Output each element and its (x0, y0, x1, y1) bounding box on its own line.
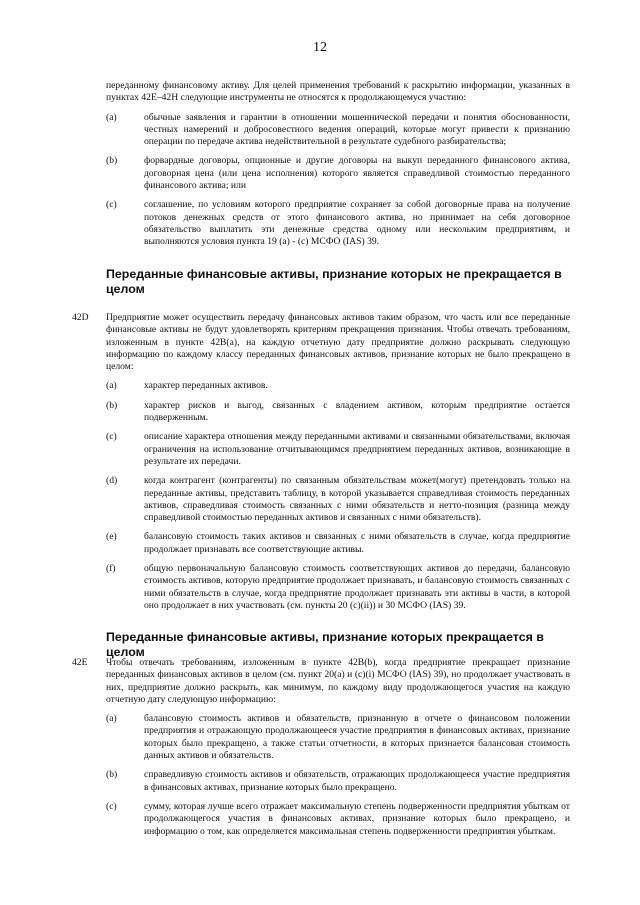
item-label: (a) (106, 111, 117, 123)
intro-paragraph: переданному финансовому активу. Для целей применения требований к раскрытию информации, указанных в пунктах 42E–42H следующие инструменты не относятся к продолжающемуся участию: (106, 80, 570, 104)
section-paragraph: Предприятие может осуществить передачу финансовых активов таким образом, что часть или все переданные финансовые активы не будут удовлетворять критериям прекращения признания. Чтобы отвечать требованиям, изложенным в пункте 42B(a), на каждую отчетную дату предприятие должно раскрывать следующую информацию по каждому классу переданных финансовых активов, признание которых не было прекращено в целом: (106, 312, 570, 373)
item-label: (c) (106, 199, 117, 211)
intro-block (0, 80, 640, 249)
list-item (0, 380, 640, 392)
list-item (0, 112, 640, 149)
item-label: (c) (106, 800, 117, 812)
item-text: описание характера отношения между переданными активами и связанными обязательствами, включая ограничения на использование отчитывающимся предприятием переданных активов, возникающие в результате их передачи. (144, 431, 570, 467)
item-text: форвардные договоры, опционные и другие договоры на выкуп переданного финансового актива, договорная цена (или цена исполнения) которого является справедливой стоимостью переданного финансового актива; или (144, 155, 570, 192)
item-text: характер рисков и выгод, связанных с владением активом, которым предприятие остается подверженным. (144, 399, 570, 424)
section-42e (0, 657, 640, 838)
item-label: (a) (106, 380, 117, 392)
item-label: (d) (106, 475, 118, 487)
item-text: когда контрагент (контрагенты) по связанным обязательствам может(могут) претендовать только на переданные активы, представить таблицу, в которой указывается справедливая стоимость переданных активов, справедливая стоимость связанных с ними обязательств и нетто-позиция (разница между справедливой стоимостью переданных активов и связанных с ними обязательств). (144, 475, 570, 524)
section-heading: Переданные финансовые активы, признание которых прекращается в целом (106, 630, 544, 659)
item-text: сумму, которая лучше всего отражает максимальную степень подверженности предприятия убыткам от продолжающегося участия в финансовых активах, признание которых было прекращено, и информацию о том, как определяется максимальная степень подверженности предприятия убыткам. (144, 800, 570, 837)
section-42d (0, 312, 640, 612)
list-item (0, 713, 640, 762)
item-label: (b) (106, 399, 118, 411)
item-text: характер переданных активов. (144, 380, 268, 392)
item-label: (f) (106, 563, 116, 575)
item-label: (e) (106, 531, 117, 543)
list-item (0, 475, 640, 524)
item-label: (b) (106, 155, 118, 167)
item-text: соглашение, по условиям которого предприятие сохраняет за собой договорные права на получение потоков денежных средств от этого финансового актива, но принимает на себя договорное обязательство выплатить эти денежные средства одному или нескольким предприятиям, и выполняются условия пункта 19 (a) - (c) МСФО (IAS) 39. (144, 199, 570, 248)
list-item (0, 199, 640, 248)
paragraph-number: 42E (72, 657, 88, 668)
section-heading: Переданные финансовые активы, признание которых не прекращается в целом (106, 267, 562, 296)
section-paragraph: Чтобы отвечать требованиям, изложенным в пункте 42B(b), когда предприятие прекращает признание переданных финансовых активов в целом (см. пункт 20(a) и (c)(i) МСФО (IAS) 39), но продолжает участвовать в них, предприятие должно раскрыть, как минимум, по каждому виду продолжающегося участия на каждую отчетную дату следующую информацию: (106, 657, 570, 705)
item-text: балансовую стоимость таких активов и связанных с ними обязательств в случае, когда предприятие продолжает признавать все соответствующие активы. (144, 531, 570, 555)
list-item (0, 155, 640, 192)
list-item (0, 801, 640, 838)
item-text: обычные заявления и гарантии в отношении мошеннической передачи и понятия обоснованности, честных намерений и добросовестного ведения операций, которые могут привести к признанию операции по передаче актива недействительной в результате судебного разбирательства; (144, 111, 570, 148)
list-item (0, 400, 640, 425)
item-label: (b) (106, 769, 118, 781)
list-item (0, 769, 640, 794)
page-number: 12 (313, 40, 327, 55)
item-label: (a) (106, 713, 117, 725)
list-item (0, 431, 640, 468)
item-text: общую первоначальную балансовую стоимость соответствующих активов до передачи, балансовую стоимость активов, которую предприятие продолжает признавать, и балансовую стоимость связанных с ними обязательств в случае, когда предприятие продолжает признавать эти активы в части, в которой оно продолжает в них участвовать (см. пункты 20 (c)(ii)) и 30 МСФО (IAS) 39. (144, 563, 570, 611)
paragraph-number: 42D (72, 312, 89, 323)
list-item (0, 531, 640, 556)
item-text: балансовую стоимость активов и обязательств, признанную в отчете о финансовом положении предприятия и отражающую продолжающееся участие предприятия в финансовых активах, признание которых было прекращено, а также статьи отчетности, в которых признается балансовая стоимость данных активов и обязательств. (144, 713, 570, 762)
item-label: (c) (106, 431, 117, 443)
item-text: справедливую стоимость активов и обязательств, отражающих продолжающееся участие предприятия в финансовых активах, признание которых было прекращено. (144, 769, 570, 793)
list-item (0, 563, 640, 612)
